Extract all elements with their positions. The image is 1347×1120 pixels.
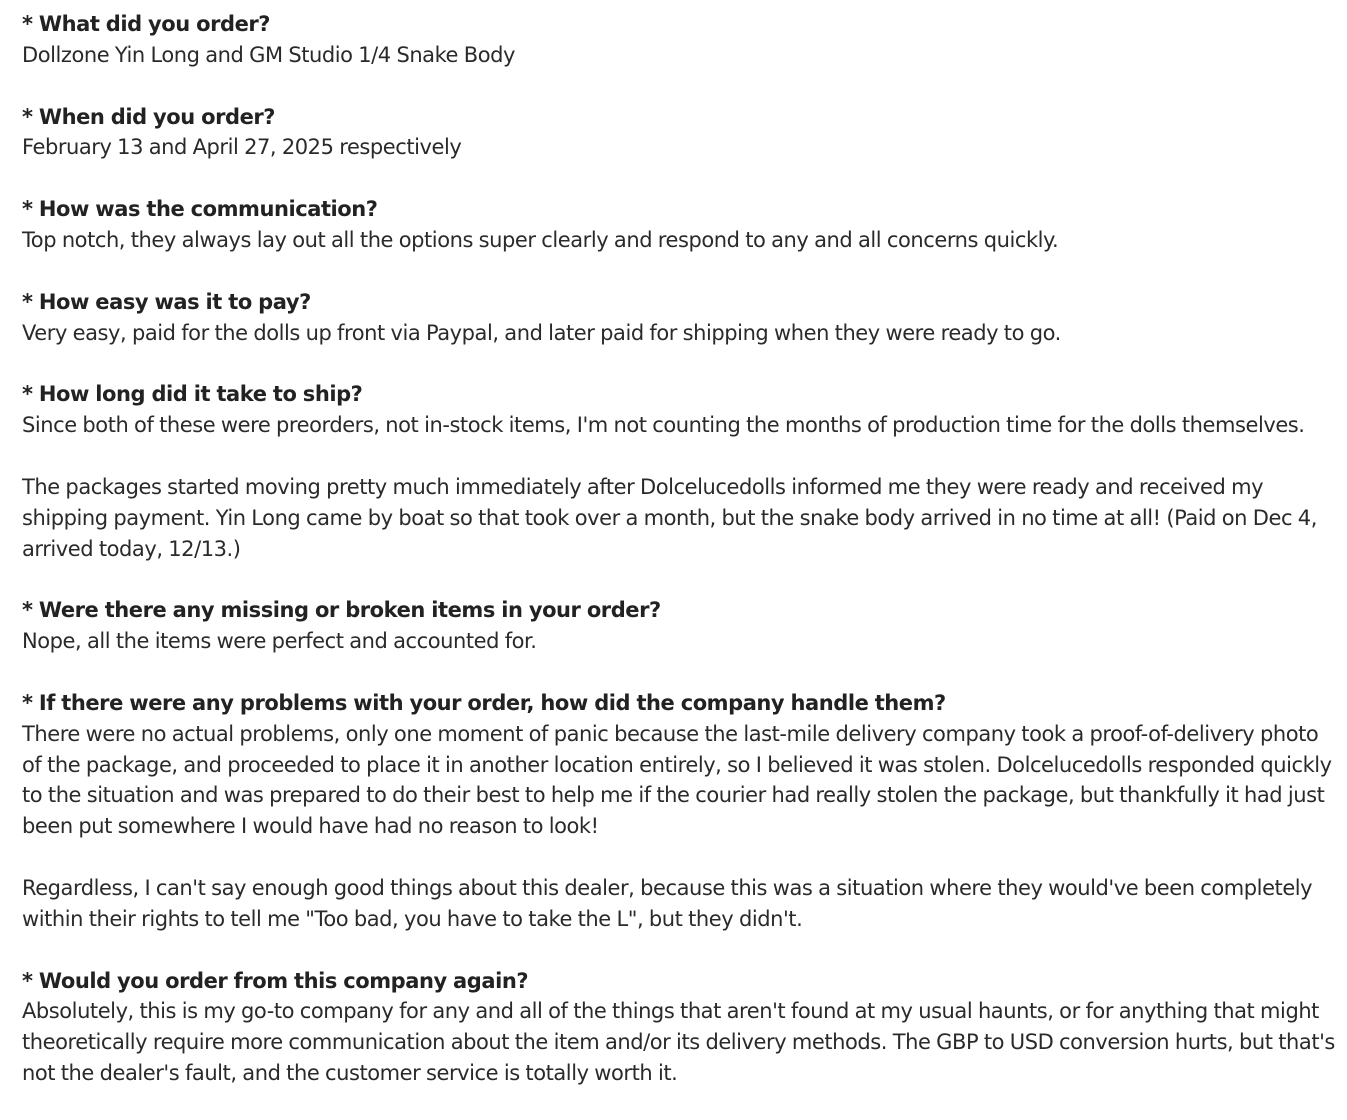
answer-text: Regardless, I can't say enough good things about this dealer, because this was a situation where they would've been completely within their rights to tell me "Too bad, you have to take the L", but they didn't. bbox=[22, 875, 1313, 931]
qa-problems-handling bbox=[22, 688, 1342, 935]
answer-text: There were no actual problems, only one moment of panic because the last-mile delivery company took a proof-of-delivery photo of the package, and proceeded to place it in another location entirely, so I believed it was stolen. Dolcelucedolls responded quickly to the situation and was prepared to do their best to help me if the courier had really stolen the package, but thankfully it had just been put somewhere I would have had no reason to look! bbox=[22, 721, 1332, 839]
answer-text: February 13 and April 27, 2025 respectively bbox=[22, 135, 462, 160]
answer-text: Top notch, they always lay out all the options super clearly and respond to any and all concerns quickly. bbox=[22, 227, 1059, 252]
question-heading: * How was the communication? bbox=[22, 197, 378, 222]
answer-text: Nope, all the items were perfect and accounted for. bbox=[22, 629, 537, 654]
qa-payment bbox=[22, 287, 1342, 349]
review-post-body bbox=[22, 9, 1342, 1120]
answer-text: Since both of these were preorders, not in-stock items, I'm not counting the months of production time for the dolls themselves. bbox=[22, 413, 1305, 438]
question-heading: * Were there any missing or broken items in your order? bbox=[22, 598, 661, 623]
question-heading: * Would you order from this company again? bbox=[22, 968, 529, 993]
answer-text: The packages started moving pretty much immediately after Dolcelucedolls informed me they were ready and received my shipping payment. Yin Long came by boat so that took over a month, but the snake body arrived in no time at all! (Paid on Dec 4, arrived today, 12/13.) bbox=[22, 474, 1317, 561]
question-heading: * If there were any problems with your order, how did the company handle them? bbox=[22, 690, 946, 715]
qa-missing-items bbox=[22, 595, 1342, 657]
qa-when-ordered bbox=[22, 102, 1342, 164]
question-heading: * When did you order? bbox=[22, 104, 276, 129]
question-heading: * How easy was it to pay? bbox=[22, 289, 311, 314]
qa-shipping-time bbox=[22, 379, 1342, 564]
answer-text: Very easy, paid for the dolls up front via Paypal, and later paid for shipping when they were ready to go. bbox=[22, 320, 1061, 345]
qa-what-ordered bbox=[22, 9, 1342, 71]
qa-communication bbox=[22, 194, 1342, 256]
question-heading: * What did you order? bbox=[22, 12, 271, 36]
question-heading: * How long did it take to ship? bbox=[22, 382, 363, 407]
answer-text: Dollzone Yin Long and GM Studio 1/4 Snake Body bbox=[22, 42, 515, 67]
qa-order-again bbox=[22, 966, 1342, 1089]
answer-text: Absolutely, this is my go-to company for any and all of the things that aren't found at my usual haunts, or for anything that might theoretically require more communication about the item and/or its delivery methods. The GBP to USD conversion hurts, but that's not the dealer's fault, and the customer service is totally worth it. bbox=[22, 999, 1335, 1085]
